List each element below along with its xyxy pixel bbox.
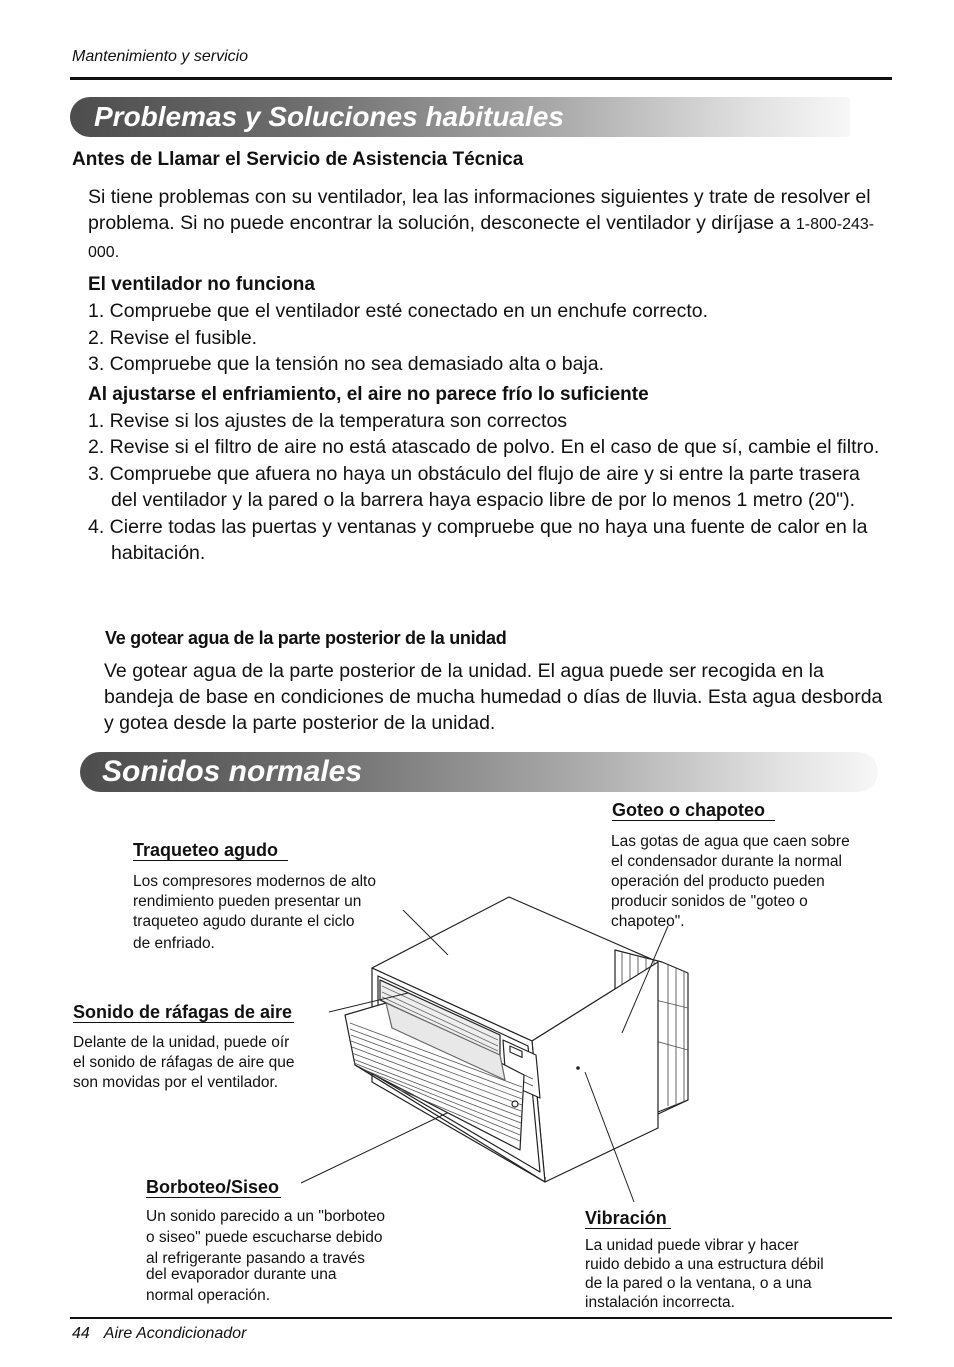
cooling-heading: Al ajustarse el enfriamiento, el aire no parece frío lo suficiente xyxy=(88,383,649,405)
goteo-line: Las gotas de agua que caen sobre xyxy=(611,833,850,850)
vibracion-desc xyxy=(585,1236,824,1312)
borboteo-line: o siseo" puede escucharse debido xyxy=(146,1229,383,1246)
traqueteo-desc xyxy=(133,872,376,954)
fan-item-2: 2. Revise el fusible. xyxy=(88,326,258,349)
borboteo-line: del evaporador durante una xyxy=(146,1266,337,1283)
header-section-label: Mantenimiento y servicio xyxy=(72,48,249,65)
vibracion-line: ruido debido a una estructura débil xyxy=(585,1256,824,1273)
goteo-title: Goteo o chapoteo xyxy=(612,800,775,821)
traqueteo-line: Los compresores modernos de alto xyxy=(133,873,376,890)
footer xyxy=(72,1325,260,1343)
label-traqueteo xyxy=(133,838,288,862)
goteo-line: producir sonidos de "goteo o xyxy=(611,893,808,910)
traqueteo-line: rendimiento pueden presentar un xyxy=(133,893,362,910)
fan-heading: El ventilador no funciona xyxy=(88,274,315,295)
cooling-item-2: 2. Revise si el filtro de aire no está atascado de polvo. En el caso de que sí, cambie el filtro. xyxy=(88,436,880,458)
traqueteo-line: de enfriado. xyxy=(133,935,215,952)
section-title: Antes de Llamar el Servicio de Asistencia Técnica xyxy=(72,149,524,170)
label-vibracion xyxy=(585,1206,671,1230)
label-goteo xyxy=(612,798,775,822)
rafagas-desc xyxy=(73,1033,294,1093)
phone-number: 1-800-243-000. xyxy=(88,216,875,261)
drip-heading: Ve gotear agua de la parte posterior de la unidad xyxy=(105,628,507,648)
borboteo-line: normal operación. xyxy=(146,1287,271,1304)
rafagas-line: el sonido de ráfagas de aire que xyxy=(73,1054,295,1071)
cooling-item-1: 1. Revise si los ajustes de la temperatura son correctos xyxy=(88,409,568,432)
vibracion-line: La unidad puede vibrar y hacer xyxy=(585,1237,799,1254)
rafagas-title: Sonido de ráfagas de aire xyxy=(73,1002,293,1022)
borboteo-line: Un sonido parecido a un "borboteo xyxy=(146,1208,386,1225)
intro-text: Si tiene problemas con su ventilador, lea las informaciones siguientes y trate de resolver el problema. Si no puede encontrar la solución, desconecte el ventilador y diríjase a xyxy=(88,186,871,234)
goteo-line: el condensador durante la normal xyxy=(611,853,842,870)
vibracion-title: Vibración xyxy=(585,1208,671,1229)
fan-item-1: 1. Compruebe que el ventilador esté conectado en un enchufe correcto. xyxy=(88,300,709,322)
cooling-item-4: 4. Cierre todas las puertas y ventanas y compruebe que no haya una fuente de calor en la habitación. xyxy=(88,515,868,564)
vibracion-line: instalación incorrecta. xyxy=(585,1294,735,1311)
borboteo-desc xyxy=(146,1206,385,1306)
banner-sonidos-text: Sonidos normales xyxy=(102,755,363,788)
drip-body: Ve gotear agua de la parte posterior de la unidad. El agua puede ser recogida en la bandeja de base en condiciones de mucha humedad o días de lluvia. Esta agua desborda y gotea desde la parte posterior de la unidad. xyxy=(104,660,883,734)
label-borboteo xyxy=(146,1175,281,1199)
cooling-item-3: 3. Compruebe que afuera no haya un obstáculo del flujo de aire y si entre la parte trasera del ventilador y la pared o la barrera haya espacio libre de por lo menos 1 metro (20"). xyxy=(88,462,860,511)
rafagas-line: son movidas por el ventilador. xyxy=(73,1074,279,1091)
traqueteo-title: Traqueteo agudo xyxy=(133,840,288,861)
footer-product: Aire Acondicionador xyxy=(103,1325,247,1342)
page-number: 44 xyxy=(72,1325,90,1342)
banner-problemas-text: Problemas y Soluciones habituales xyxy=(94,101,564,132)
traqueteo-line: traqueteo agudo durante el ciclo xyxy=(133,913,355,930)
goteo-line: chapoteo". xyxy=(611,913,685,930)
leader-borboteo xyxy=(301,1113,447,1183)
fan-item-3: 3. Compruebe que la tensión no sea demasiado alta o baja. xyxy=(88,353,605,375)
label-rafagas xyxy=(73,1000,294,1024)
borboteo-title: Borboteo/Siseo xyxy=(146,1177,280,1197)
goteo-desc xyxy=(611,832,850,932)
rafagas-line: Delante de la unidad, puede oír xyxy=(73,1034,290,1051)
goteo-line: operación del producto pueden xyxy=(611,873,825,890)
borboteo-line: al refrigerante pasando a través xyxy=(146,1250,365,1267)
bottom-rule xyxy=(70,1317,892,1319)
vibracion-line: de la pared o la ventana, o a una xyxy=(585,1275,812,1292)
